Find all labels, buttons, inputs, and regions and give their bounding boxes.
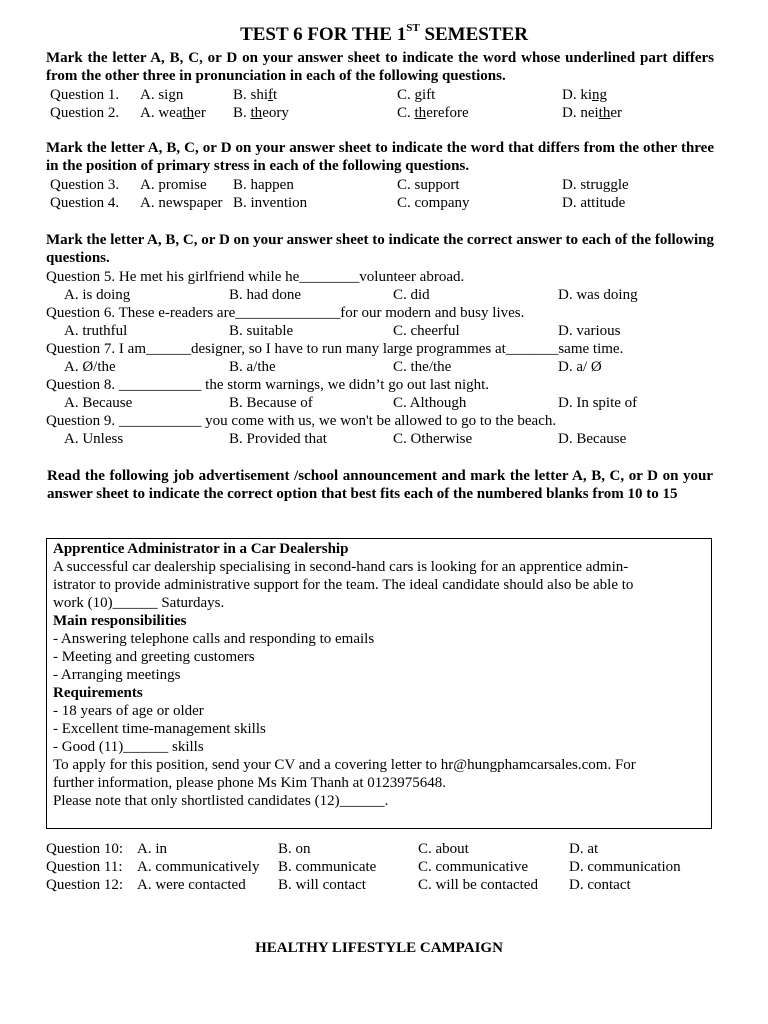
question-stem: Question 7. I am______designer, so I have to run many large programmes at_______same time. bbox=[46, 341, 624, 357]
list-item: - Meeting and greeting customers bbox=[53, 649, 255, 665]
list-item: - Good (11)______ skills bbox=[53, 739, 204, 755]
answer-option: B. will contact bbox=[278, 877, 366, 893]
answer-option: C. gift bbox=[397, 87, 436, 103]
answer-option: D. communication bbox=[569, 859, 681, 875]
answer-option: A. is doing bbox=[64, 287, 131, 303]
ad-text-line: To apply for this position, send your CV and a covering letter to hr@hungphamcarsales.com. For bbox=[53, 757, 636, 773]
answer-option: D. attitude bbox=[562, 195, 626, 211]
list-item: - Answering telephone calls and responding to emails bbox=[53, 631, 375, 647]
answer-option: D. contact bbox=[569, 877, 631, 893]
answer-option: B. a/the bbox=[229, 359, 276, 375]
answer-option: A. truthful bbox=[64, 323, 128, 339]
answer-option: B. Because of bbox=[229, 395, 313, 411]
answer-option: A. weather bbox=[140, 105, 206, 121]
answer-option: D. at bbox=[569, 841, 599, 857]
question-label: Question 12: bbox=[46, 877, 124, 893]
answer-option: C. Although bbox=[393, 395, 467, 411]
question-stem: Question 9. ___________ you come with us, we won't be allowed to go to the beach. bbox=[46, 413, 557, 429]
question-stem: Question 5. He met his girlfriend while he________volunteer abroad. bbox=[46, 269, 465, 285]
question-label: Question 2. bbox=[50, 105, 120, 121]
answer-option: D. Because bbox=[558, 431, 627, 447]
answer-option: B. shift bbox=[233, 87, 278, 103]
ad-title: Apprentice Administrator in a Car Dealership bbox=[53, 541, 349, 557]
answer-option: C. cheerful bbox=[393, 323, 460, 339]
ad-text-line: Please note that only shortlisted candidates (12)______. bbox=[53, 793, 389, 809]
ad-heading: Main responsibilities bbox=[53, 613, 187, 629]
question-stem: Question 6. These e-readers are______________for our modern and busy lives. bbox=[46, 305, 525, 321]
section-heading-healthy-lifestyle: HEALTHY LIFESTYLE CAMPAIGN bbox=[255, 940, 503, 956]
page-title: TEST 6 FOR THE 1ST SEMESTER bbox=[240, 22, 528, 45]
answer-option: A. in bbox=[137, 841, 167, 857]
answer-option: B. had done bbox=[229, 287, 302, 303]
answer-option: B. theory bbox=[233, 105, 289, 121]
question-label: Question 10: bbox=[46, 841, 124, 857]
answer-option: B. happen bbox=[233, 177, 294, 193]
ad-text-line: A successful car dealership specialising in second-hand cars is looking for an apprentice admin- bbox=[53, 559, 629, 575]
list-item: - Excellent time-management skills bbox=[53, 721, 266, 737]
answer-option: A. newspaper bbox=[140, 195, 223, 211]
answer-option: D. various bbox=[558, 323, 621, 339]
answer-option: C. did bbox=[393, 287, 430, 303]
question-label: Question 4. bbox=[50, 195, 120, 211]
ad-text-line: istrator to provide administrative support for the team. The ideal candidate should also be able to bbox=[53, 577, 634, 593]
answer-option: A. Ø/the bbox=[64, 359, 116, 375]
answer-option: D. a/ Ø bbox=[558, 359, 602, 375]
answer-option: B. communicate bbox=[278, 859, 377, 875]
list-item: - Arranging meetings bbox=[53, 667, 181, 683]
question-stem: Question 8. ___________ the storm warnings, we didn’t go out last night. bbox=[46, 377, 490, 393]
ad-text-line: work (10)______ Saturdays. bbox=[53, 595, 225, 611]
answer-option: D. king bbox=[562, 87, 607, 103]
answer-option: A. communicatively bbox=[137, 859, 260, 875]
question-label: Question 1. bbox=[50, 87, 120, 103]
question-label: Question 3. bbox=[50, 177, 120, 193]
answer-option: C. company bbox=[397, 195, 470, 211]
ad-heading: Requirements bbox=[53, 685, 143, 701]
answer-option: C. about bbox=[418, 841, 469, 857]
answer-option: B. Provided that bbox=[229, 431, 327, 447]
answer-option: D. was doing bbox=[558, 287, 638, 303]
answer-option: B. suitable bbox=[229, 323, 294, 339]
question-label: Question 11: bbox=[46, 859, 123, 875]
ad-text-line: further information, please phone Ms Kim Thanh at 0123975648. bbox=[53, 775, 446, 791]
answer-option: C. communicative bbox=[418, 859, 528, 875]
reading-instruction: Read the following job advertisement /school announcement and mark the letter A, B, C, or D on your answer sheet to indicate the correct option that best fits each of the numbered blanks from 10 to 15 bbox=[47, 468, 713, 502]
answer-option: C. will be contacted bbox=[418, 877, 538, 893]
answer-option: A. sign bbox=[140, 87, 184, 103]
answer-option: A. promise bbox=[140, 177, 207, 193]
answer-option: D. neither bbox=[562, 105, 622, 121]
answer-option: A. were contacted bbox=[137, 877, 246, 893]
answer-option: A. Because bbox=[64, 395, 133, 411]
answer-option: B. invention bbox=[233, 195, 308, 211]
answer-option: A. Unless bbox=[64, 431, 124, 447]
answer-option: D. struggle bbox=[562, 177, 629, 193]
answer-option: C. support bbox=[397, 177, 460, 193]
list-item: - 18 years of age or older bbox=[53, 703, 204, 719]
stress-instruction: Mark the letter A, B, C, or D on your answer sheet to indicate the word that differs from the other three in the position of primary stress in each of the following questions. bbox=[46, 140, 714, 174]
answer-option: C. therefore bbox=[397, 105, 469, 121]
answer-option: C. Otherwise bbox=[393, 431, 473, 447]
answer-option: B. on bbox=[278, 841, 311, 857]
answer-option: C. the/the bbox=[393, 359, 452, 375]
answer-option: D. In spite of bbox=[558, 395, 638, 411]
pronunciation-instruction: Mark the letter A, B, C, or D on your answer sheet to indicate the word whose underlined part differs from the other three in pronunciation in each of the following questions. bbox=[46, 50, 714, 84]
grammar-instruction: Mark the letter A, B, C, or D on your answer sheet to indicate the correct answer to each of the following questions. bbox=[46, 232, 714, 266]
